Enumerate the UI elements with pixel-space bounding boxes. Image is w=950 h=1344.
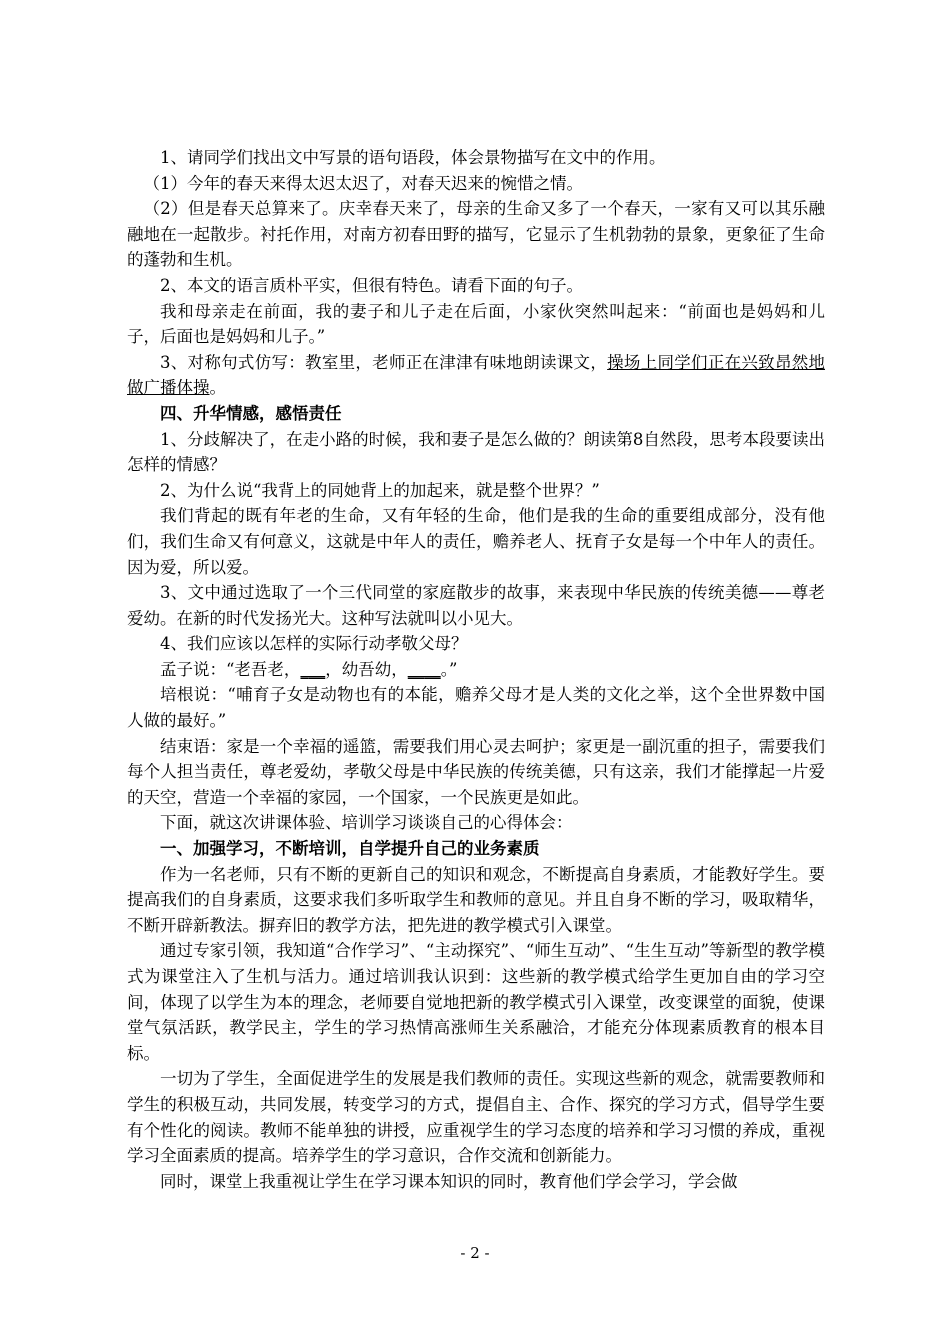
section-heading: 一、加强学习，不断培训，自学提升自己的业务素质 bbox=[160, 839, 540, 859]
paragraph: （1）今年的春天来得太迟太迟了，对春天迟来的惋惜之情。 bbox=[143, 173, 583, 193]
paragraph-text: 。 bbox=[209, 378, 226, 398]
paragraph: 一切为了学生，全面促进学生的发展是我们教师的责任。实现这些新的观念，就需要教师和学生的积极互动，共同发展，转变学习的方式，提倡自主、合作、探究的学习方式，倡导学生要有个性化的阅读。教师不能单独的讲授，应重视学生的学习态度的培养和学习习惯的养成，重视学习全面素质的提高。培养学生的学习意识，合作交流和创新能力。 bbox=[127, 1069, 825, 1166]
paragraph: 2、本文的语言质朴平实，但很有特色。请看下面的句子。 bbox=[160, 275, 583, 295]
paragraph: 结束语：家是一个幸福的遥篮，需要我们用心灵去呵护；家更是一副沉重的担子，需要我们每个人担当责任，尊老爱幼，孝敬父母是中华民族的传统美德，只有这亲，我们才能撑起一片爱的天空，营造一个幸福的家园，一个国家，一个民族更是如此。 bbox=[127, 736, 825, 807]
paragraph: 1、分歧解决了，在走小路的时候，我和妻子是怎么做的？朗读第8自然段，思考本段要读出怎样的情感？ bbox=[127, 429, 825, 475]
paragraph-text: 孟子说：“老吾老， bbox=[160, 659, 301, 679]
paragraph: 通过专家引领，我知道“合作学习”、“主动探究”、“师生互动”、“生生互动”等新型的教学模式为课堂注入了生机与活力。通过培训我认识到：这些新的教学模式给学生更加自由的学习空间，体现了以学生为本的理念，老师要自觉地把新的教学模式引入课堂，改变课堂的面貌，使课堂气氛活跃，教学民主，学生的学习热情高涨师生关系融洽，才能充分体现素质教育的根本目标。 bbox=[127, 941, 825, 1063]
document-body bbox=[127, 145, 825, 1194]
paragraph: 下面，就这次讲课体验、培训学习谈谈自己的心得体会： bbox=[160, 813, 573, 833]
fill-blank: ___ bbox=[300, 659, 326, 679]
underlined-answer: 操场上同学们正在兴致昂然地做广播体操 bbox=[127, 352, 826, 398]
paragraph-text: ，幼吾幼， bbox=[325, 659, 408, 679]
paragraph: （2）但是春天总算来了。庆幸春天来了，母亲的生命又多了一个春天，一家有又可以其乐融融地在一起散步。衬托作用，对南方初春田野的描写，它显示了生机勃勃的景象，更象征了生命的蓬勃和生机。 bbox=[127, 199, 825, 270]
paragraph: 我和母亲走在前面，我的妻子和儿子走在后面，小家伙突然叫起来：“前面也是妈妈和儿子，后面也是妈妈和儿子。” bbox=[127, 301, 825, 347]
paragraph: 2、为什么说“我背上的同她背上的加起来，就是整个世界？” bbox=[160, 480, 600, 500]
section-heading: 四、升华情感，感悟责任 bbox=[160, 403, 342, 423]
paragraph bbox=[127, 350, 825, 401]
paragraph: 4、我们应该以怎样的实际行动孝敬父母？ bbox=[160, 634, 468, 654]
paragraph: 培根说：“哺育子女是动物也有的本能，赡养父母才是人类的文化之举，这个全世界数中国人做的最好。” bbox=[127, 685, 825, 731]
paragraph: 3、文中通过选取了一个三代同堂的家庭散步的故事，来表现中华民族的传统美德——尊老爱幼。在新的时代发扬光大。这种写法就叫以小见大。 bbox=[127, 583, 825, 628]
paragraph-text: 3、对称句式仿写：教室里，老师正在津津有味地朗读课文， bbox=[160, 352, 608, 372]
paragraph bbox=[127, 657, 825, 683]
paragraph: 作为一名老师，只有不断的更新自己的知识和观念，不断提高自身素质，才能教好学生。要提高我们的自身素质，这要求我们多听取学生和教师的意见。并且自身不断的学习，吸取精华，不断开辟新教法。摒弃旧的教学方法，把先进的教学模式引入课堂。 bbox=[127, 864, 825, 935]
paragraph: 1、请同学们找出文中写景的语句语段，体会景物描写在文中的作用。 bbox=[160, 148, 666, 167]
page-number: - 2 - bbox=[460, 1244, 490, 1262]
paragraph: 我们背起的既有年老的生命，又有年轻的生命，他们是我的生命的重要组成部分，没有他们，我们生命又有何意义，这就是中年人的责任，赡养老人、抚育子女是每一个中年人的责任。因为爱，所以爱。 bbox=[127, 506, 825, 577]
paragraph-text: 。” bbox=[440, 659, 458, 679]
paragraph: 同时，课堂上我重视让学生在学习课本知识的同时，教育他们学会学习，学会做 bbox=[160, 1171, 738, 1191]
fill-blank: ____ bbox=[407, 659, 441, 679]
